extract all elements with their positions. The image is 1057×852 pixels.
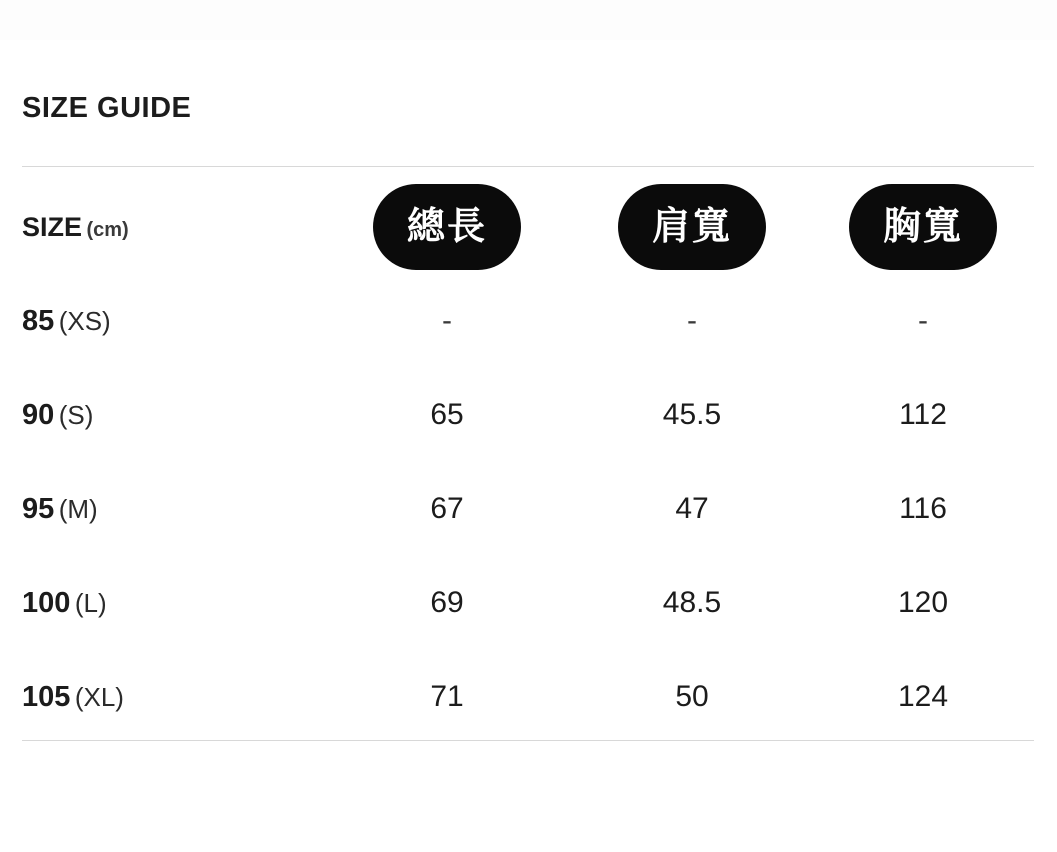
header-cell-size (22, 180, 322, 274)
row-value-cell (322, 556, 572, 650)
table-row (22, 650, 1034, 744)
table-row (22, 556, 1034, 650)
row-value-cell (572, 650, 812, 744)
row-value-cell (812, 650, 1034, 744)
cell-value: - (442, 304, 452, 337)
row-value-cell (322, 274, 572, 368)
header-cell-chest-width (812, 180, 1034, 274)
row-size-suffix: (S) (58, 399, 94, 430)
column-pill-shoulder-width: 肩寬 (618, 184, 766, 270)
header-cell-shoulder-width (572, 180, 812, 274)
row-size-value: 85 (22, 304, 55, 337)
page-title: SIZE GUIDE (22, 92, 192, 124)
cell-value: 67 (430, 492, 464, 525)
row-value-cell (572, 274, 812, 368)
cell-value: 65 (430, 398, 464, 431)
header-size-label: SIZE (22, 211, 83, 242)
row-value-cell (572, 368, 812, 462)
header-size-unit: (cm) (86, 218, 129, 241)
top-edge-band (0, 0, 1057, 40)
cell-value: 50 (675, 680, 709, 713)
cell-value: 120 (897, 586, 949, 619)
cell-value: 116 (899, 492, 947, 525)
cell-value: 112 (899, 398, 947, 431)
table-header-row (22, 180, 1034, 274)
cell-value: - (687, 304, 697, 337)
row-size-value: 105 (22, 680, 71, 713)
cell-value: 47 (675, 492, 709, 525)
header-cell-total-length (322, 180, 572, 274)
table-top-divider (22, 166, 1034, 167)
cell-value: 48.5 (662, 586, 722, 619)
row-label-cell (22, 650, 322, 744)
row-size-value: 95 (22, 492, 55, 525)
row-value-cell (812, 368, 1034, 462)
column-pill-chest-width: 胸寬 (849, 184, 997, 270)
table-row (22, 368, 1034, 462)
row-label-cell (22, 556, 322, 650)
cell-value: 124 (897, 680, 949, 713)
row-value-cell (812, 462, 1034, 556)
cell-value: - (918, 304, 928, 337)
row-value-cell (322, 462, 572, 556)
row-size-suffix: (L) (74, 587, 107, 618)
row-size-suffix: (XL) (74, 681, 124, 712)
row-value-cell (812, 274, 1034, 368)
table-bottom-divider (22, 740, 1034, 741)
row-value-cell (572, 462, 812, 556)
row-label-cell (22, 274, 322, 368)
row-label-cell (22, 368, 322, 462)
row-size-value: 90 (22, 398, 55, 431)
row-value-cell (572, 556, 812, 650)
row-value-cell (812, 556, 1034, 650)
row-value-cell (322, 368, 572, 462)
cell-value: 45.5 (662, 398, 722, 431)
cell-value: 69 (430, 586, 464, 619)
row-size-suffix: (XS) (58, 305, 111, 336)
row-size-value: 100 (22, 586, 71, 619)
row-size-suffix: (M) (58, 493, 98, 524)
table-row (22, 462, 1034, 556)
size-guide-table (22, 180, 1034, 744)
row-value-cell (322, 650, 572, 744)
table-row (22, 274, 1034, 368)
column-pill-total-length: 總長 (373, 184, 521, 270)
row-label-cell (22, 462, 322, 556)
cell-value: 71 (430, 680, 464, 713)
